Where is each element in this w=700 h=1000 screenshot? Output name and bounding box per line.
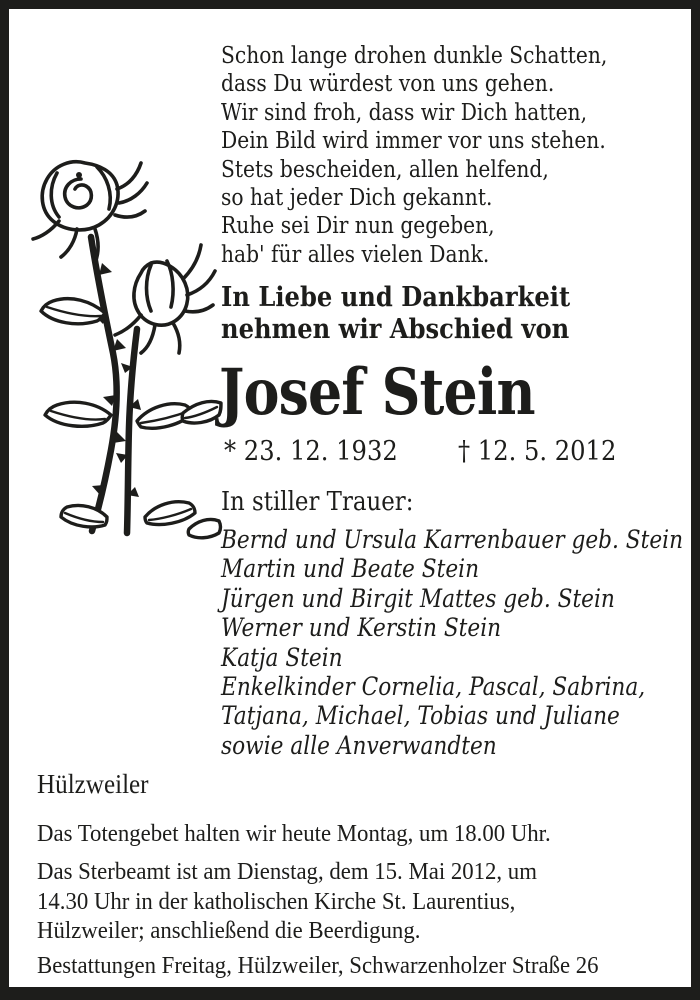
mourner-line: Martin und Beate Stein bbox=[221, 554, 480, 585]
sterbeamt-line: 14.30 Uhr in der katholischen Kirche St. Laurentius, bbox=[37, 887, 516, 915]
place-name: Hülzweiler bbox=[37, 769, 149, 799]
totengebet-notice: Das Totengebet halten wir heute Montag, um 18.00 Uhr. bbox=[37, 820, 551, 847]
mourning-label: In stiller Trauer: bbox=[221, 487, 414, 517]
poem-line: Schon lange drohen dunkle Schatten, bbox=[221, 43, 608, 69]
life-dates bbox=[224, 435, 654, 471]
poem-line: so hat jeder Dich gekannt. bbox=[221, 185, 493, 212]
poem-line: Stets bescheiden, allen helfend, bbox=[221, 156, 549, 183]
mourner-line: sowie alle Anverwandten bbox=[221, 730, 497, 761]
mourner-line: Enkelkinder Cornelia, Pascal, Sabrina, bbox=[221, 672, 646, 703]
poem-line: dass Du würdest von uns gehen. bbox=[221, 71, 555, 98]
mourner-line: Katja Stein bbox=[221, 642, 343, 673]
poem-line: Ruhe sei Dir nun gegeben, bbox=[221, 213, 495, 240]
funeral-home-line: Bestattungen Freitag, Hülzweiler, Schwarzenholzer Straße 26 bbox=[37, 952, 599, 979]
deceased-name: Josef Stein bbox=[219, 355, 535, 430]
sterbeamt-line: Hülzweiler; anschließend die Beerdigung. bbox=[37, 917, 421, 945]
rose-stem bbox=[127, 329, 137, 533]
mourner-line: Bernd und Ursula Karrenbauer geb. Stein bbox=[221, 525, 684, 555]
sterbeamt-notice bbox=[37, 857, 537, 946]
poem-line: Dein Bild wird immer vor uns stehen. bbox=[221, 128, 606, 155]
sterbeamt-line: Das Sterbeamt ist am Dienstag, dem 15. Mai 2012, um bbox=[37, 858, 537, 885]
farewell-line: In Liebe und Dankbarkeit bbox=[221, 281, 571, 313]
birth-date: * 23. 12. 1932 bbox=[224, 435, 398, 467]
farewell-line: nehmen wir Abschied von bbox=[221, 313, 570, 345]
rose-bloom-bud bbox=[115, 245, 215, 353]
rose-illustration bbox=[31, 155, 227, 557]
mourner-line: Tatjana, Michael, Tobias und Juliane bbox=[221, 701, 620, 732]
memorial-poem bbox=[221, 42, 607, 269]
death-date: † 12. 5. 2012 bbox=[458, 435, 617, 467]
poem-line: Wir sind froh, dass wir Dich hatten, bbox=[221, 99, 588, 126]
mourner-list bbox=[221, 526, 683, 761]
mourner-line: Jürgen und Birgit Mattes geb. Stein bbox=[221, 583, 615, 614]
farewell-intro bbox=[221, 281, 570, 345]
poem-line: hab' für alles vielen Dank. bbox=[221, 241, 490, 268]
mourner-line: Werner und Kerstin Stein bbox=[221, 613, 502, 644]
